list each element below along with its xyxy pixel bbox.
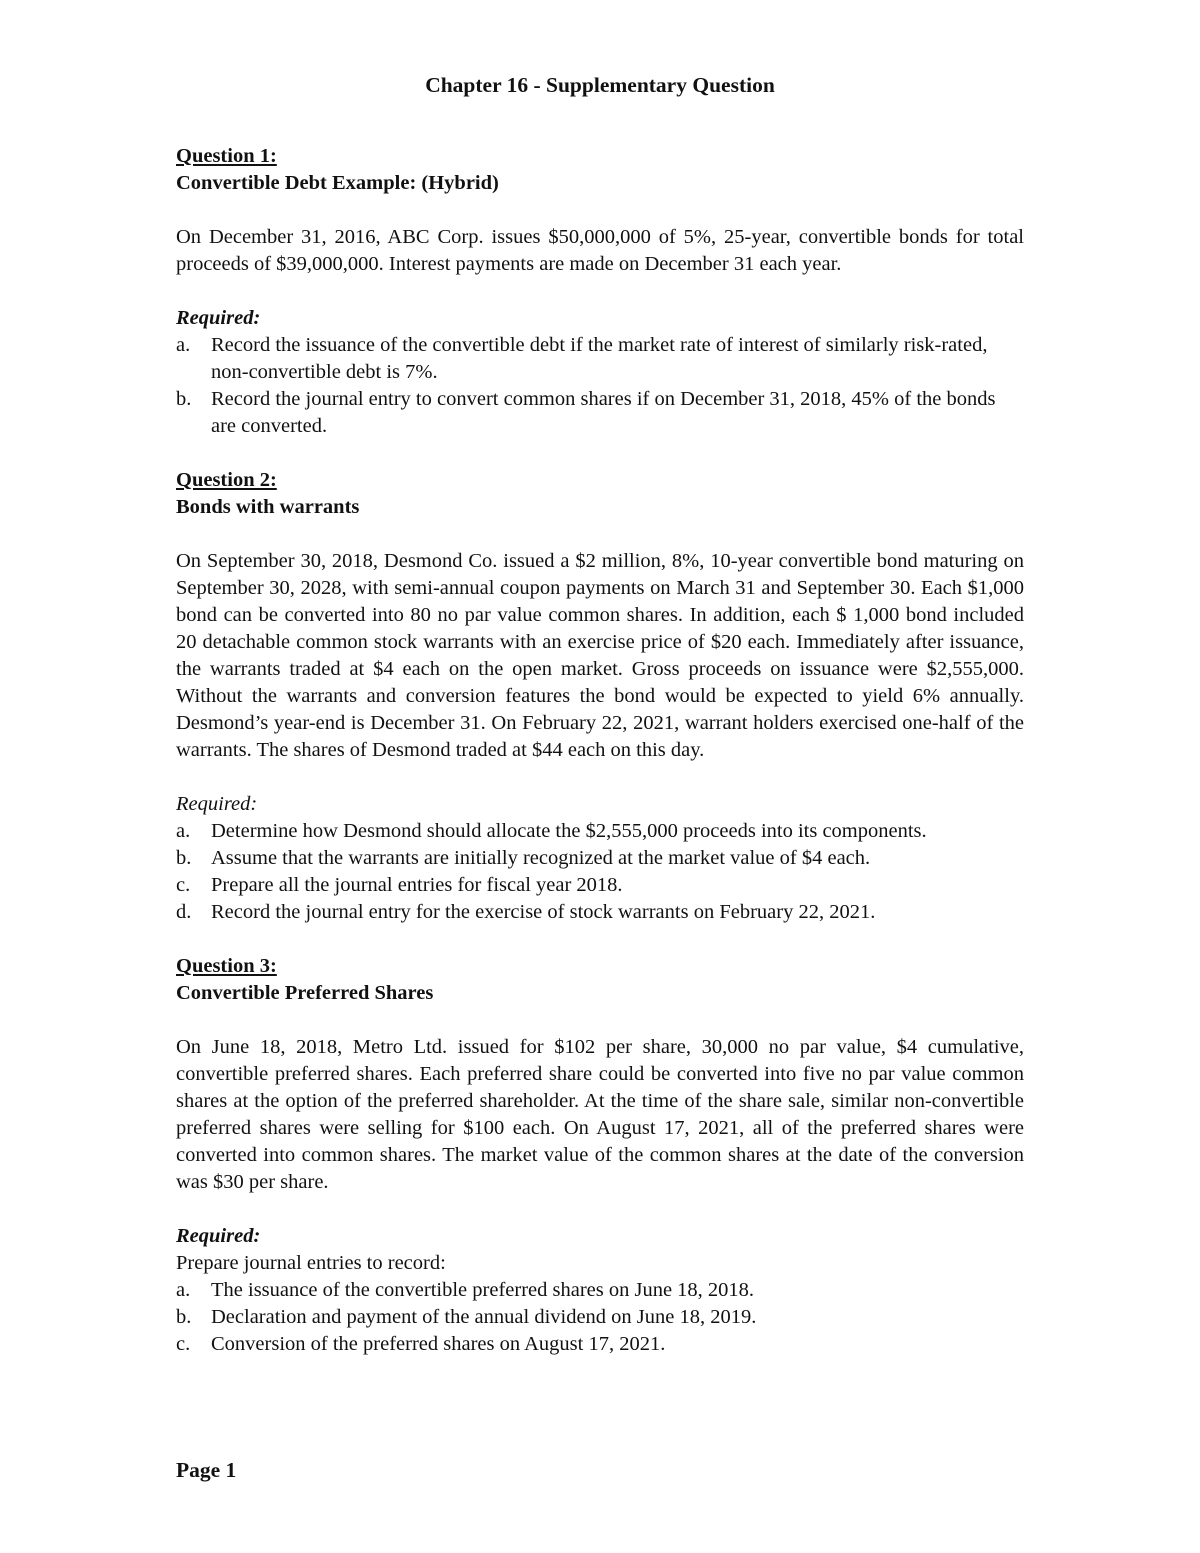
- required-label: Required:: [176, 793, 258, 815]
- list-item-text: Prepare all the journal entries for fiscal year 2018.: [211, 874, 623, 896]
- list-item: [176, 1331, 1024, 1358]
- list-item: [176, 1304, 1024, 1331]
- list-item-label: d.: [176, 901, 192, 923]
- document-content: [176, 143, 1024, 1358]
- list-item-label: b.: [176, 388, 192, 410]
- question-1: [176, 143, 1024, 440]
- list-item-text: Record the journal entry to convert common shares if on December 31, 2018, 45% of the bonds are converted.: [211, 388, 996, 437]
- question-heading: Question 2:: [176, 469, 277, 491]
- list-item: [176, 818, 1024, 845]
- question-body: On June 18, 2018, Metro Ltd. issued for $102 per share, 30,000 no par value, $4 cumulative, convertible preferred shares. Each preferred share could be converted into five no par value common shares at the option of the preferred shareholder. At the time of the share sale, similar non-convertible preferred shares were selling for $100 each. On August 17, 2021, all of the preferred shares were converted into common shares. The market value of the common shares at the date of the conversion was $30 per share.: [176, 1036, 1024, 1193]
- question-body: On December 31, 2016, ABC Corp. issues $50,000,000 of 5%, 25-year, convertible bonds for total proceeds of $39,000,000. Interest payments are made on December 31 each year.: [176, 226, 1024, 275]
- list-item: [176, 1277, 1024, 1304]
- list-item-label: a.: [176, 334, 191, 356]
- list-item: [176, 386, 1024, 440]
- list-item-text: Record the issuance of the convertible debt if the market rate of interest of similarly risk-rated, non-convertible debt is 7%.: [211, 334, 988, 383]
- question-3: [176, 953, 1024, 1358]
- list-item: [176, 899, 1024, 926]
- page-number: Page 1: [176, 1458, 237, 1482]
- list-item-label: c.: [176, 1333, 191, 1355]
- required-intro: Prepare journal entries to record:: [176, 1252, 446, 1274]
- question-heading: Question 3:: [176, 955, 277, 977]
- list-item: [176, 845, 1024, 872]
- question-heading: Question 1:: [176, 145, 277, 167]
- page-title: Chapter 16 - Supplementary Question: [425, 73, 775, 97]
- list-item-text: The issuance of the convertible preferred shares on June 18, 2018.: [211, 1279, 755, 1301]
- question-body: On September 30, 2018, Desmond Co. issued a $2 million, 8%, 10-year convertible bond maturing on September 30, 2028, with semi-annual coupon payments on March 31 and September 30. Each $1,000 bond can be converted into 80 no par value common shares. In addition, each $ 1,000 bond included 20 detachable common stock warrants with an exercise price of $20 each. Immediately after issuance, the warrants traded at $4 each on the open market. Gross proceeds on issuance were $2,555,000. Without the warrants and conversion features the bond would be expected to yield 6% annually. Desmond’s year-end is December 31. On February 22, 2021, warrant holders exercised one-half of the warrants. The shares of Desmond traded at $44 each on this day.: [176, 550, 1024, 761]
- list-item-text: Declaration and payment of the annual dividend on June 18, 2019.: [211, 1306, 757, 1328]
- question-2: [176, 467, 1024, 926]
- required-label: Required:: [176, 307, 261, 329]
- question-subheading: Convertible Preferred Shares: [176, 982, 434, 1004]
- list-item-text: Assume that the warrants are initially recognized at the market value of $4 each.: [211, 847, 871, 869]
- question-subheading: Bonds with warrants: [176, 496, 360, 518]
- list-item-text: Record the journal entry for the exercise of stock warrants on February 22, 2021.: [211, 901, 876, 923]
- list-item-label: c.: [176, 874, 191, 896]
- list-item-label: a.: [176, 1279, 191, 1301]
- question-subheading: Convertible Debt Example: (Hybrid): [176, 172, 499, 194]
- list-item: [176, 332, 1024, 386]
- list-item-label: a.: [176, 820, 191, 842]
- list-item-text: Determine how Desmond should allocate the $2,555,000 proceeds into its components.: [211, 820, 927, 842]
- list-item-label: b.: [176, 1306, 192, 1328]
- list-item-text: Conversion of the preferred shares on August 17, 2021.: [211, 1333, 666, 1355]
- list-item: [176, 872, 1024, 899]
- list-item-label: b.: [176, 847, 192, 869]
- required-label: Required:: [176, 1225, 261, 1247]
